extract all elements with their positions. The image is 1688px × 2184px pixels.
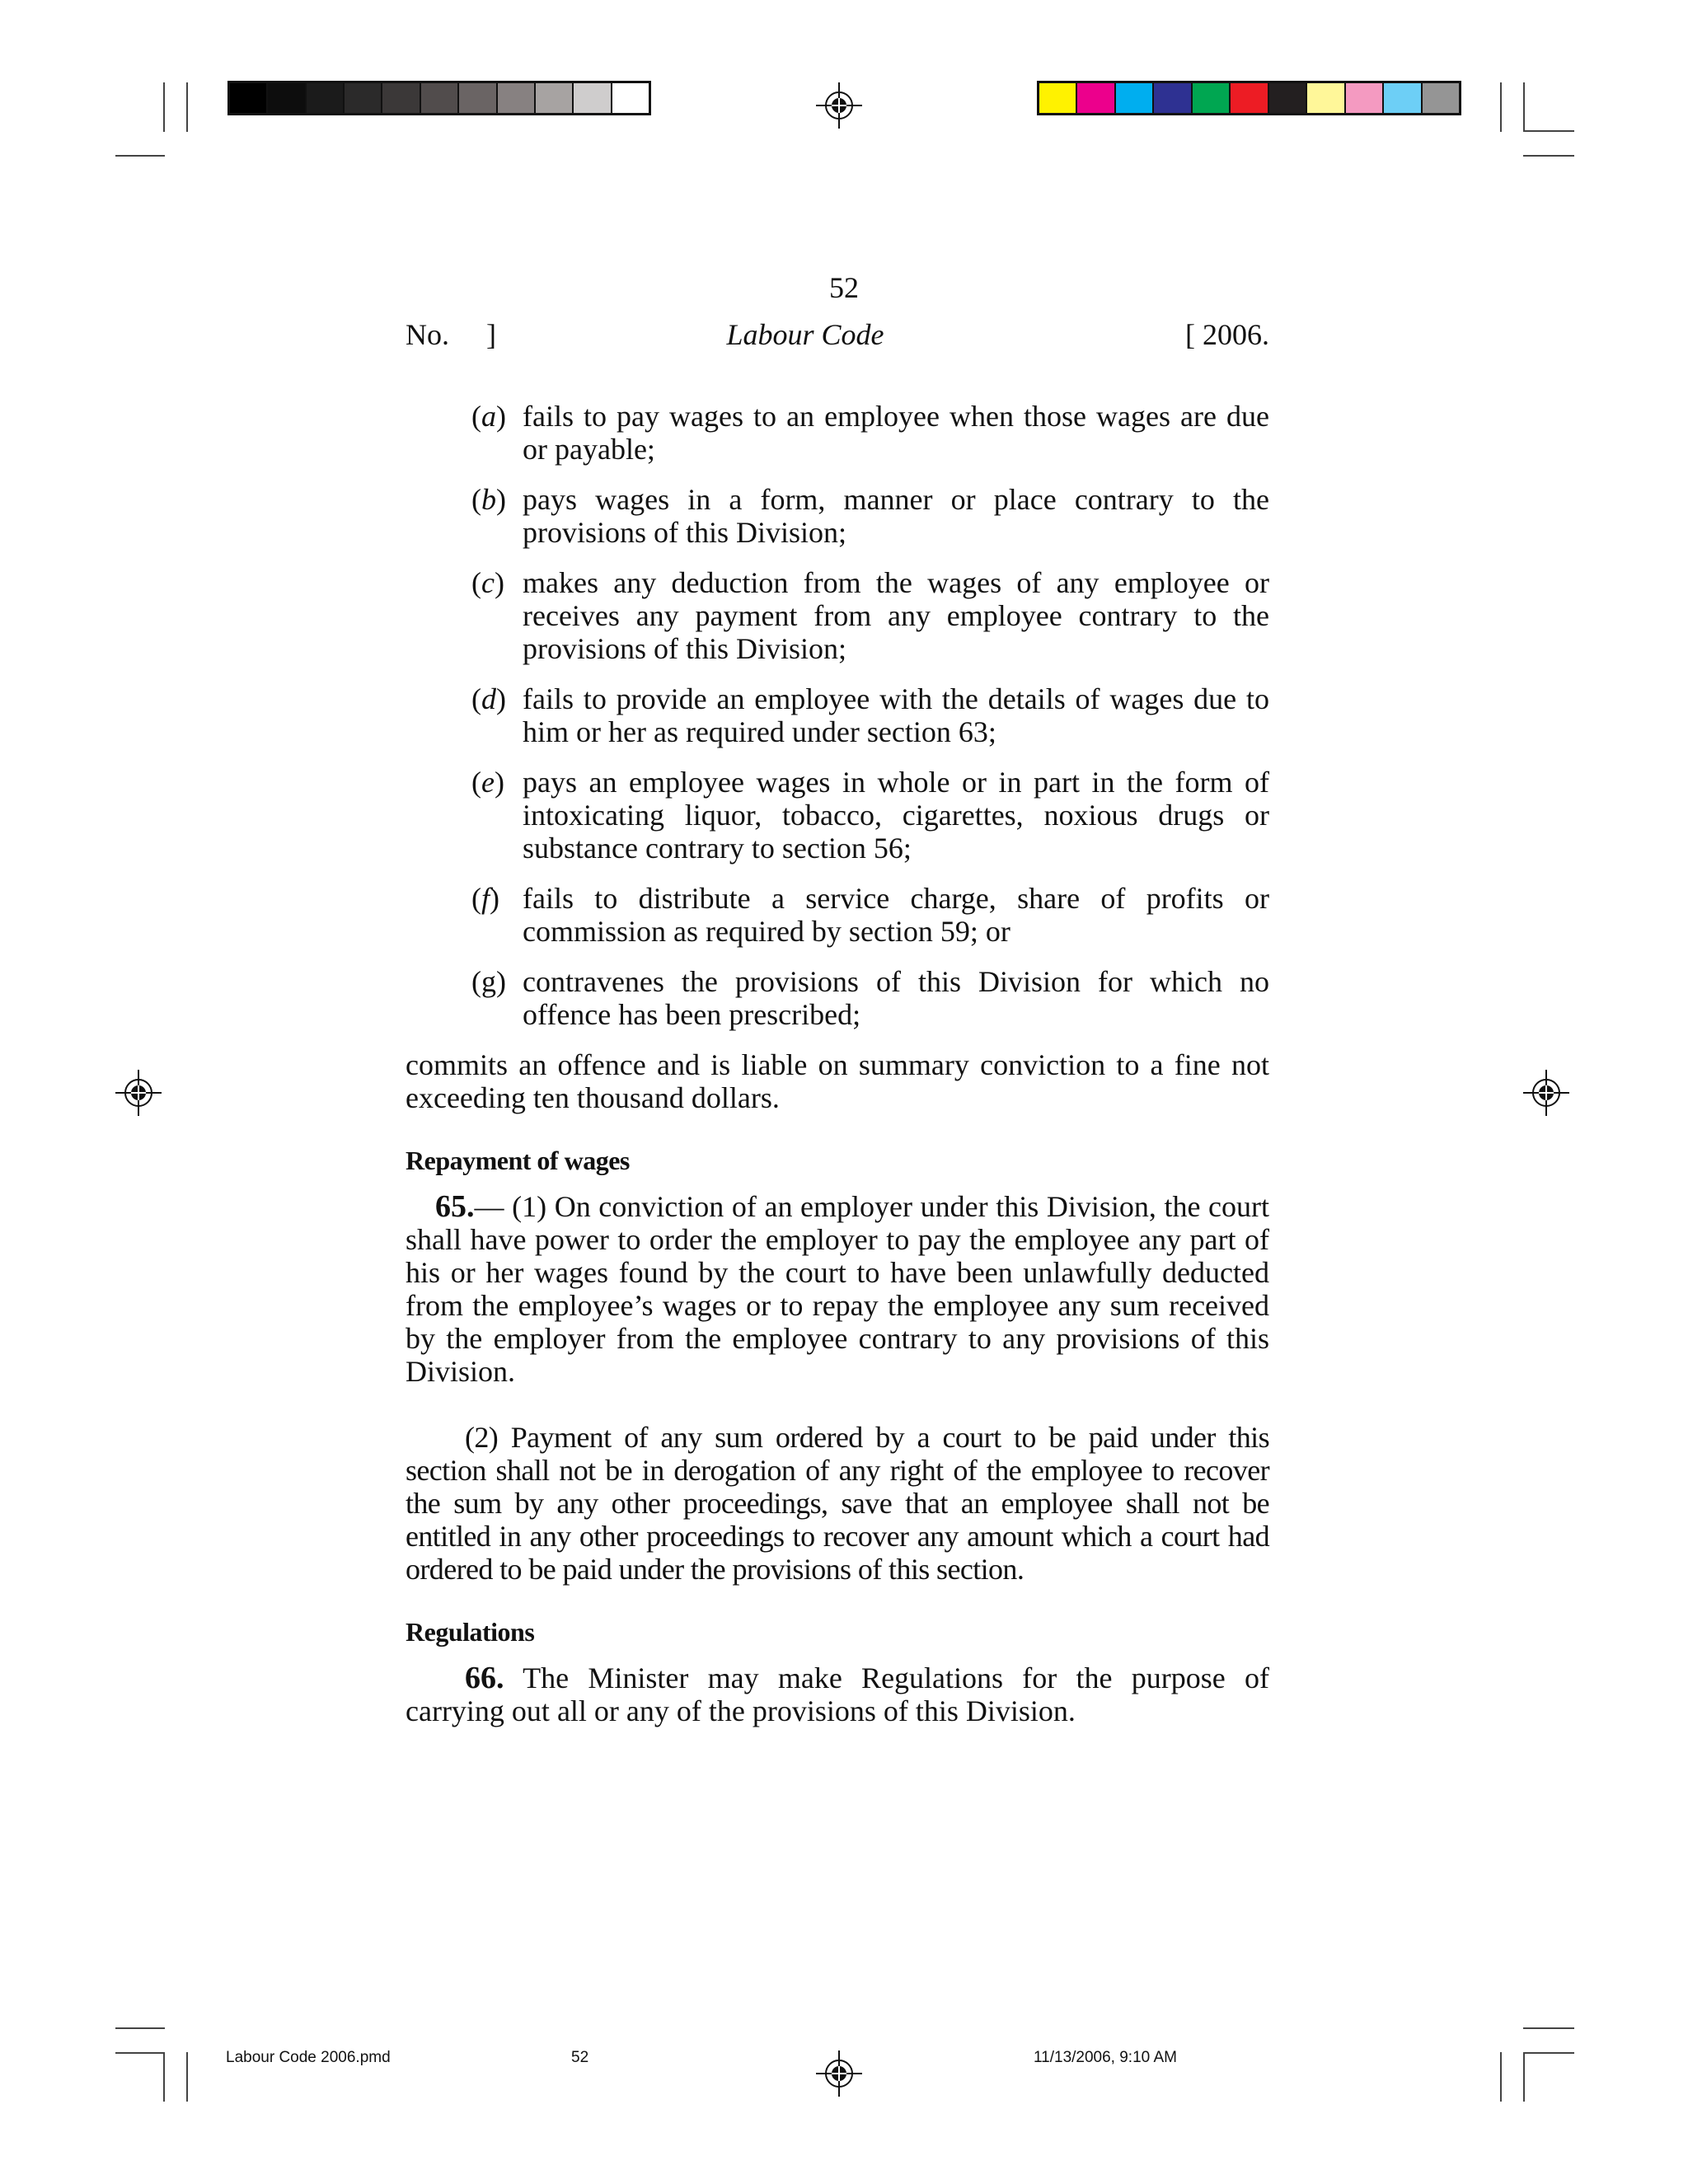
crop-mark [163, 82, 165, 132]
color-swatch [1231, 83, 1268, 113]
registration-mark-icon [816, 2050, 862, 2097]
color-swatch [1346, 83, 1384, 113]
crop-mark [186, 2052, 188, 2102]
gray-swatch [345, 83, 382, 113]
list-item-label: (e) [471, 766, 504, 799]
registration-mark-icon [1523, 1070, 1569, 1116]
offence-penalty-text: commits an offence and is liable on summary conviction to a fine not exceeding ten thousand dollars. [406, 1048, 1269, 1114]
section-heading: Repayment of wages [406, 1146, 630, 1175]
list-item-text: fails to pay wages to an employee when those wages are due or payable; [523, 400, 1269, 466]
crop-mark [1523, 2052, 1574, 2054]
crop-mark [115, 2027, 165, 2029]
gray-swatch [421, 83, 459, 113]
section-text: The Minister may make Regulations for the purpose of carrying out all or any of the provisions of this Division. [406, 1661, 1269, 1727]
color-swatch [1116, 83, 1154, 113]
footer-filename: Labour Code 2006.pmd [226, 2049, 391, 2066]
list-item-text: fails to provide an employee with the details of wages due to him or her as required under section 63; [523, 682, 1269, 748]
list-item-text: fails to distribute a service charge, share of profits or commission as required by section 59; or [523, 882, 1269, 948]
header-title: Labour Code [726, 318, 884, 351]
registration-mark-icon [816, 82, 862, 129]
crop-mark [1500, 2052, 1502, 2102]
crop-mark [115, 2052, 165, 2054]
list-item [406, 965, 1269, 1031]
color-swatch [1077, 83, 1115, 113]
crop-mark [115, 155, 165, 157]
list-item-text: pays an employee wages in whole or in part in the form of intoxicating liquor, tobacco, cigarettes, noxious drugs or substance contrary to section 56; [523, 766, 1269, 865]
gray-swatch [230, 83, 268, 113]
section-number: 66. [465, 1661, 504, 1695]
crop-mark [1523, 82, 1525, 132]
list-item-label: (d) [471, 682, 506, 715]
gray-swatch [268, 83, 306, 113]
color-swatch [1039, 83, 1077, 113]
gray-swatch [307, 83, 345, 113]
list-item-label: (g) [471, 965, 506, 998]
section-heading: Regulations [406, 1617, 535, 1647]
section-65-subsection-1 [406, 1190, 1269, 1388]
gray-swatch [382, 83, 420, 113]
gray-swatch [459, 83, 497, 113]
color-swatch [1307, 83, 1345, 113]
list-item [406, 882, 1269, 948]
section-66-text [406, 1661, 1269, 1727]
grayscale-color-bar [227, 81, 651, 115]
page-body [406, 400, 1269, 1727]
crop-mark [1523, 155, 1574, 157]
gray-swatch [612, 83, 649, 113]
gray-swatch [536, 83, 574, 113]
running-header [406, 317, 1269, 354]
gray-swatch [498, 83, 536, 113]
crop-mark [1523, 2052, 1525, 2102]
list-item-text: makes any deduction from the wages of any employee or receives any payment from any employee contrary to the provisions of this Division; [523, 566, 1269, 665]
color-swatch [1384, 83, 1422, 113]
crop-mark [186, 82, 188, 132]
list-item [406, 682, 1269, 748]
list-item-label: (f) [471, 882, 500, 915]
section-text: — (1) On conviction of an employer under this Division, the court shall have power to order the employer to pay the employee any part of his or her wages found by the court to have been unlawfully deducted from the employee’s wages or to repay the employee any sum received by the employer from the employee contrary to any provisions of this Division. [406, 1190, 1269, 1388]
footer-page: 52 [571, 2049, 589, 2066]
section-number: 65. [435, 1189, 475, 1224]
section-65-subsection-2: (2) Payment of any sum ordered by a court to be paid under this section shall not be in derogation of any right of the employee to recover the sum by any other proceedings, save that an employee shall not be entitled in any other proceedings to recover any amount which a court had ordered to be paid under the provisions of this section. [406, 1421, 1269, 1586]
header-year: [ 2006. [1185, 318, 1269, 351]
list-item [406, 766, 1269, 865]
list-item [406, 400, 1269, 466]
process-color-bar [1037, 81, 1461, 115]
footer-datetime: 11/13/2006, 9:10 AM [1034, 2049, 1177, 2066]
page-number: 52 [829, 271, 859, 304]
list-item [406, 483, 1269, 549]
registration-mark-icon [115, 1070, 162, 1116]
header-number: No. ] [406, 318, 496, 351]
color-swatch [1193, 83, 1231, 113]
crop-mark [1523, 2027, 1574, 2029]
gray-swatch [574, 83, 612, 113]
crop-mark [1500, 82, 1502, 132]
crop-mark [1523, 130, 1574, 132]
offence-list [406, 400, 1269, 1031]
list-item-label: (a) [471, 400, 506, 433]
color-swatch [1154, 83, 1192, 113]
list-item-text: pays wages in a form, manner or place contrary to the provisions of this Division; [523, 483, 1269, 549]
list-item [406, 566, 1269, 665]
crop-mark [163, 2052, 165, 2102]
color-swatch [1269, 83, 1307, 113]
list-item-label: (c) [471, 566, 504, 599]
color-swatch [1423, 83, 1459, 113]
list-item-label: (b) [471, 483, 506, 516]
list-item-text: contravenes the provisions of this Division for which no offence has been prescribed; [523, 965, 1269, 1031]
